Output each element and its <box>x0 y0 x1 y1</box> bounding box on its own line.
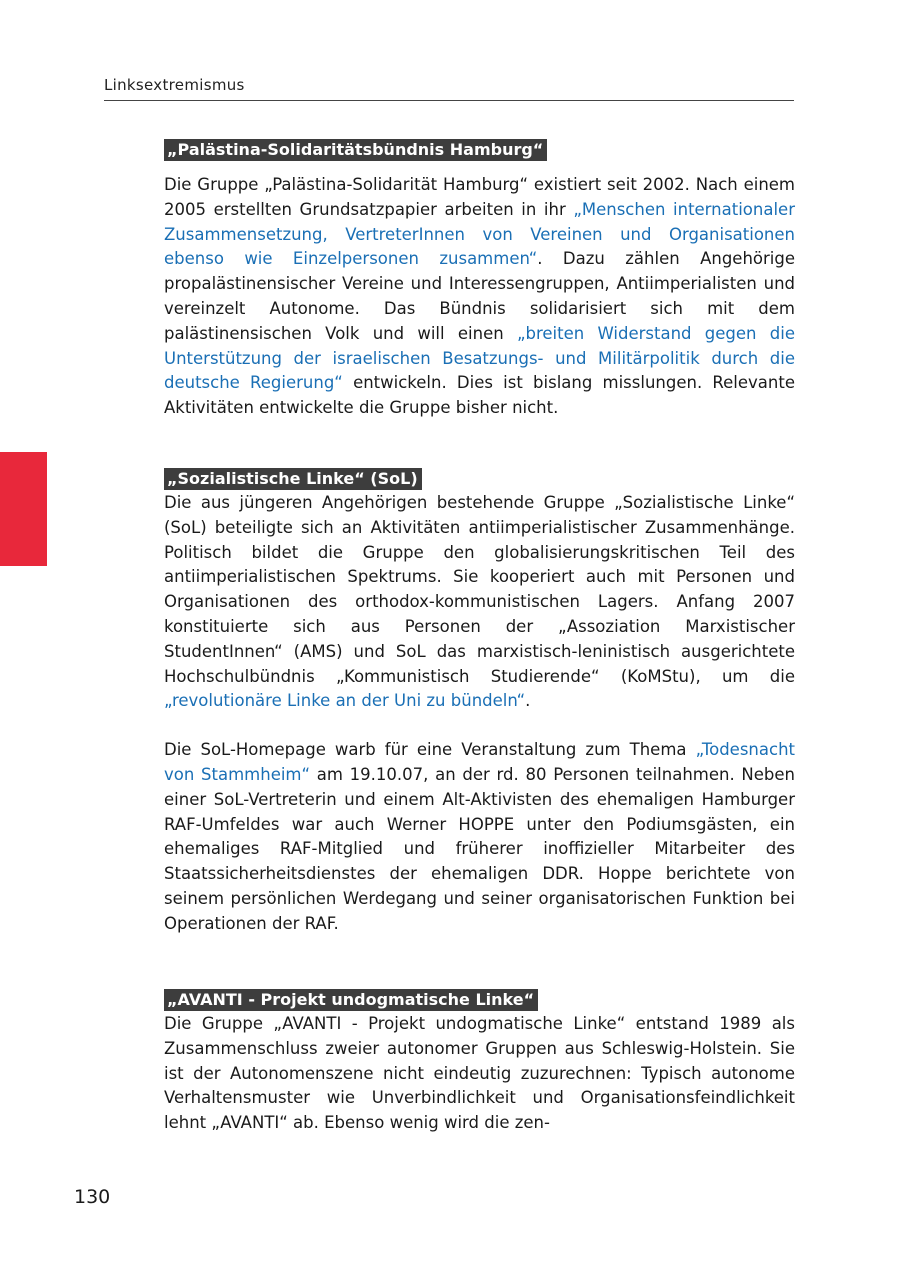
page-number: 130 <box>74 1186 111 1208</box>
section-avanti <box>164 989 795 1136</box>
section-palaestina <box>164 139 795 421</box>
text-run: Die Gruppe „AVANTI - Projekt undogmatische Linke“ entstand 1989 als Zusammenschluss zweier autonomer Gruppen aus Schleswig-Holstein. Sie ist der Autonomenszene nicht eindeutig zuzurechnen: Typisch autonome Verhaltensmuster wie Unverbindlichkeit und Organisationsfeindlichkeit lehnt „AVANTI“ ab. Ebenso wenig wird die zen- <box>164 1014 795 1133</box>
text-run: Die Gruppe „Palästina-Solidarität Hamburg“ existiert seit 2002. Nach einem 2005 erstellten Grundsatzpapier arbeiten in ihr <box>164 175 795 219</box>
section-heading: „Sozialistische Linke“ (SoL) <box>164 468 422 490</box>
text-run: . <box>525 691 531 711</box>
section-paragraph <box>164 738 795 936</box>
text-run: am 19.10.07, an der rd. 80 Personen teilnahmen. Neben einer SoL-Vertreterin und einem Alt-Aktivisten des ehemaligen Hamburger RAF-Umfeldes war auch Werner HOPPE unter den Podiumsgästen, ein ehemaliges RAF-Mitglied und früherer inoffizieller Mitarbeiter des Staatssicherheitsdienstes der ehemaligen DDR. Hoppe berichtete von seinem persönlichen Werdegang und seiner organisatorischen Funktion bei Operationen der RAF. <box>164 764 796 933</box>
section-heading: „Palästina-Solidaritätsbündnis Hamburg“ <box>164 139 547 161</box>
text-run: entwickeln. Dies ist bislang misslungen. Relevante Aktivitäten entwickelte die Gruppe bisher nicht. <box>164 373 795 418</box>
section-paragraph <box>164 173 795 421</box>
section-sol <box>164 468 795 937</box>
quotation: „breiten Widerstand gegen die Unterstützung der israelischen Besatzungs- und Militärpolitik durch die deutsche Regierung“ <box>164 323 795 393</box>
quotation: „Menschen internationaler Zusammensetzung, VertreterInnen von Vereinen und Organisationen ebenso wie Einzelpersonen zusammen“ <box>164 199 795 269</box>
running-title: Linksextremismus <box>104 76 794 101</box>
quotation: „revolutionäre Linke an der Uni zu bündeln“ <box>164 691 526 711</box>
text-run: . Dazu zählen Angehörige propalästinensischer Vereine und Interessengruppen, Antiimperialisten und vereinzelt Autonome. Das Bündnis solidarisiert sich mit dem palästinensischen Volk und will einen <box>164 249 795 343</box>
quotation: „Todesnacht von Stammheim“ <box>164 740 795 784</box>
text-run: Die SoL-Homepage warb für eine Veranstaltung zum Thema <box>164 740 696 760</box>
text-run: Die aus jüngeren Angehörigen bestehende Gruppe „Sozialistische Linke“ (SoL) beteiligte sich an Aktivitäten antiimperialistischer Zusammenhänge. Politisch bildet die Gruppe den globalisierungskritischen Teil des antiimperialistischen Spektrums. Sie kooperiert auch mit Personen und Organisationen des orthodox-kommunistischen Lagers. Anfang 2007 konstituierte sich aus Personen der „Assoziation Marxistischer StudentInnen“ (AMS) und SoL das marxistisch-leninistisch ausgerichtete Hochschulbündnis „Kommunistisch Studierende“ (KoMStu), um die <box>164 493 795 686</box>
section-heading: „AVANTI - Projekt undogmatische Linke“ <box>164 989 538 1011</box>
chapter-side-tab <box>0 452 47 566</box>
section-paragraph <box>164 491 795 714</box>
section-paragraph <box>164 1012 795 1136</box>
